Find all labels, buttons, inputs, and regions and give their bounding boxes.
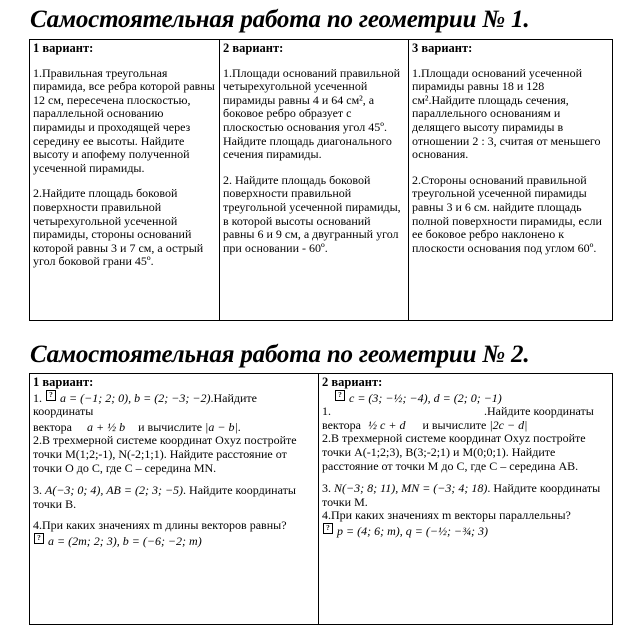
task-text: .: [237, 419, 241, 434]
missing-image-icon: ?: [34, 533, 44, 544]
worksheet-1-table: [29, 39, 613, 321]
task-2: 2.В трехмерной системе координат Oxyz постройте точки M(1;2;-1), N(-2;1;1). Найдите расстояние от точки О до С, где С – середина MN.: [33, 433, 297, 475]
task-text: .Найдите координаты: [33, 390, 257, 419]
vector-expression: ½ c + d: [368, 417, 406, 432]
task-1: [33, 390, 315, 419]
task-text: и вычислите: [422, 417, 487, 432]
vector-modulus: |2c − d|: [489, 417, 528, 432]
task-number: 3.: [33, 483, 42, 498]
worksheet-2-title: Самостоятельная работа по геометрии № 2.: [30, 341, 530, 368]
vector-formula: p = (4; 6; m), q = (−½; −¾; 3): [337, 523, 489, 538]
task-text: .Найдите координаты: [484, 404, 594, 419]
task-text: и вычислите: [138, 419, 203, 434]
task: 1.Площади оснований усеченной пирамиды равны 18 и 128 см².Найдите площадь сечения, параллельного основаниям и делящего высоту пирамиды в отношении 2 : 3, считая от меньшего основания.: [412, 65, 601, 162]
task-4: [33, 519, 315, 548]
task: 1.Площади оснований правильной четырехугольной усеченной пирамиды равны 4 и 64 см², а боковое ребро образует с плоскостью основания угол 45º. Найдите площадь диагонального сечения пирамиды.: [223, 65, 401, 162]
point-vector-formula: N(−3; 8; 11), MN = (−3; 4; 18): [334, 481, 488, 496]
task-number: 1.: [322, 404, 331, 419]
task-text: 4.При каких значениях m векторы параллельны?: [322, 508, 571, 523]
variant-label: 2 вариант:: [223, 41, 284, 55]
vector-expression: a + ½ b: [87, 419, 126, 434]
task-1-formula: [322, 390, 609, 406]
vector-formula: a = (−1; 2; 0), b = (2; −3; −2): [60, 390, 211, 405]
task: 2. Найдите площадь боковой поверхности правильной треугольной усеченной пирамиды, в которой высоты оснований равны 6 и 9 см, а двугранный угол при основании - 60º.: [223, 172, 401, 255]
task-1-continued: [322, 419, 609, 433]
task-text: . Найдите координаты точки B.: [33, 483, 296, 511]
variant-1-cell: [30, 40, 220, 321]
task: 2.Найдите площадь боковой поверхности правильной четырехугольной усеченной пирамиды, стороны оснований которой равны 3 и 7 см, а острый угол боковой грани 45º.: [33, 186, 204, 269]
variant-label: 2 вариант:: [322, 375, 383, 389]
variant-3-cell: [409, 40, 613, 321]
task-text: вектора: [33, 419, 73, 434]
point-vector-formula: A(−3; 0; 4), AB = (2; 3; −5): [45, 483, 184, 498]
worksheet-1-title: Самостоятельная работа по геометрии № 1.: [30, 6, 530, 33]
task: 1.Правильная треугольная пирамида, все ребра которой равны 12 см, пересечена плоскостью, параллельной основанию пирамиды и проходящей через середину ее высоты. Найдите высоту и апофему полученной усеченной пирамиды.: [33, 65, 215, 175]
task-text: 4.При каких значениях m длины векторов равны?: [33, 518, 287, 533]
vector-modulus: |a − b|: [205, 419, 238, 434]
task-2: 2.В трехмерной системе координат Oxyz постройте точки A(-1;2;3), B(3;-2;1) и M(0;0;1). Найдите расстояние от точки M до C, где C – середина AB.: [322, 431, 586, 473]
variant-label: 1 вариант:: [33, 41, 94, 55]
variant-1-cell: [30, 374, 319, 625]
task-text: . Найдите координаты точки M.: [322, 481, 601, 509]
worksheet-2-table: [29, 373, 613, 625]
task-3: [322, 482, 609, 509]
missing-image-icon: ?: [335, 390, 345, 401]
variant-2-cell: [319, 374, 613, 625]
task-1-continued: [33, 421, 315, 435]
vector-formula: a = (2m; 2; 3), b = (−6; −2; m): [48, 533, 202, 548]
variant-label: 3 вариант:: [412, 41, 473, 55]
task-4: [322, 509, 609, 538]
task-number: 3.: [322, 481, 331, 496]
task: 2.Стороны оснований правильной треугольной усеченной пирамиды равны 3 и 6 см. найдите площадь полной поверхности пирамиды, если ее боковое ребро наклонено к плоскости основания под углом 60º.: [412, 172, 602, 255]
missing-image-icon: ?: [323, 523, 333, 534]
variant-label: 1 вариант:: [33, 375, 94, 389]
vector-formula: c = (3; −½; −4), d = (2; 0; −1): [349, 390, 502, 405]
variant-2-cell: [220, 40, 409, 321]
task-1: [322, 405, 609, 419]
task-text: вектора: [322, 417, 362, 432]
missing-image-icon: ?: [46, 390, 56, 401]
task-3: [33, 484, 315, 511]
task-number: 1.: [33, 390, 42, 405]
